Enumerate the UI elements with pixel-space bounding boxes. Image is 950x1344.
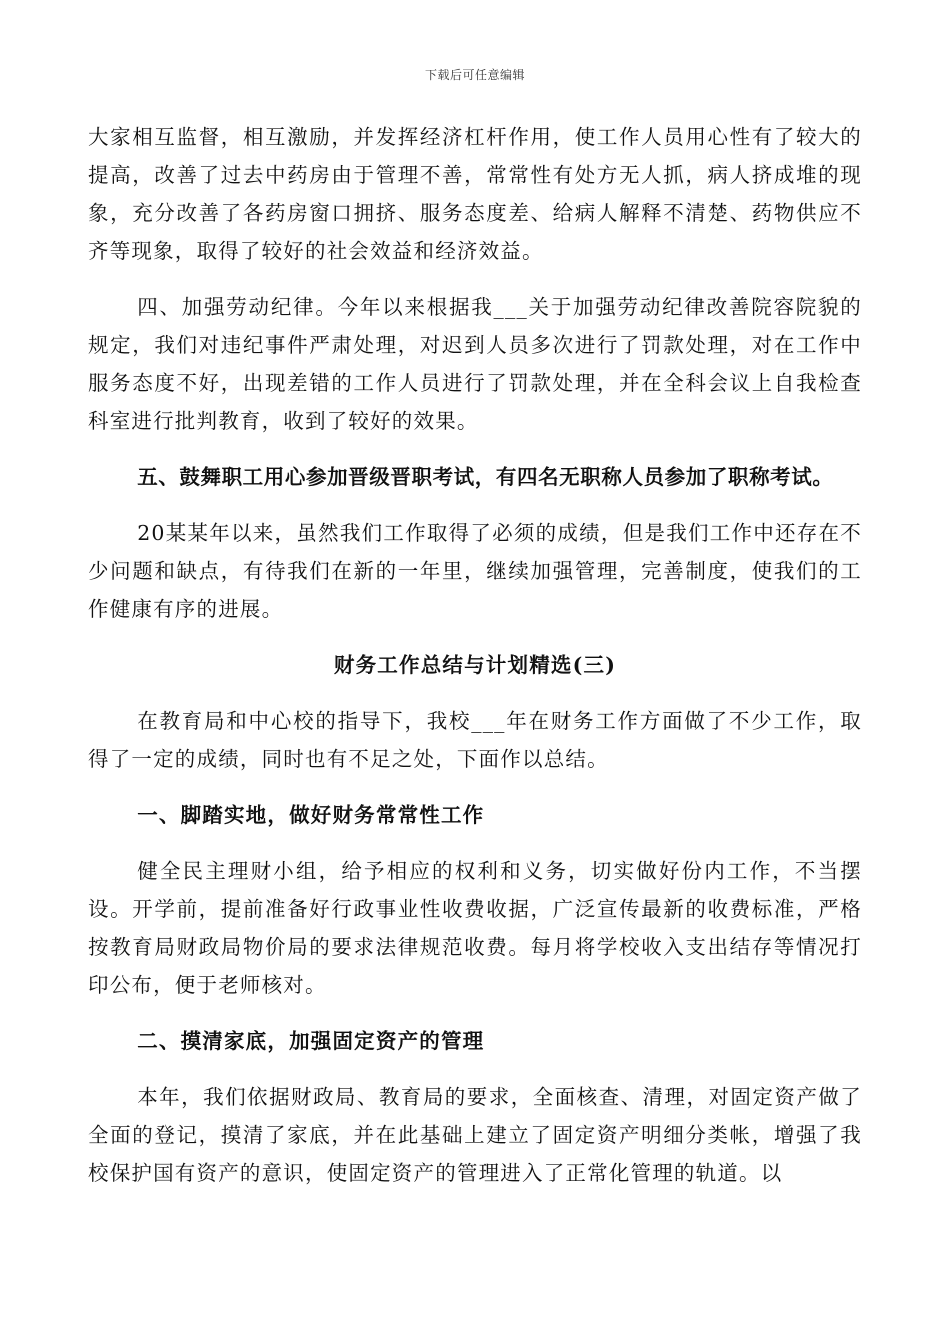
paragraph-fixed-assets: 本年，我们依据财政局、教育局的要求，全面核查、清理，对固定资产做了全面的登记，摸清了家底，并在此基础上建立了固定资产明细分类帐，增强了我校保护国有资产的意识，使固定资产的管理进入了正常化管理的轨道。以 <box>88 1085 862 1185</box>
page-header: 下载后可任意编辑 <box>424 68 525 82</box>
paragraph-continuation: 大家相互监督，相互激励，并发挥经济杠杆作用，使工作人员用心性有了较大的提高，改善了过去中药房由于管理不善，常常性有处方无人抓，病人挤成堆的现象，充分改善了各药房窗口拥挤、服务态度差、给病人解释不清楚、药物供应不齐等现象，取得了较好的社会效益和经济效益。 <box>88 125 862 263</box>
subheading-fixed-assets: 二、摸清家底，加强固定资产的管理 <box>137 1029 485 1053</box>
document-body <box>88 118 862 1192</box>
paragraph-exam-encouragement: 五、鼓舞职工用心参加晋级晋职考试，有四名无职称人员参加了职称考试。 <box>137 465 834 489</box>
section-title: 财务工作总结与计划精选(三) <box>333 653 617 677</box>
paragraph-labor-discipline: 四、加强劳动纪律。今年以来根据我___关于加强劳动纪律改善院容院貌的规定，我们对违纪事件严肃处理，对迟到人员多次进行了罚款处理，对在工作中服务态度不好，出现差错的工作人员进行了罚款处理，并在全科会议上自我检查科室进行批判教育，收到了较好的效果。 <box>88 295 862 433</box>
paragraph-routine-work: 健全民主理财小组，给予相应的权利和义务，切实做好份内工作，不当摆设。开学前，提前准备好行政事业性收费收据，广泛宣传最新的收费标准，严格按教育局财政局物价局的要求法律规范收费。每月将学校收入支出结存等情况打印公布，便于老师核对。 <box>88 859 862 997</box>
paragraph-intro: 在教育局和中心校的指导下，我校___年在财务工作方面做了不少工作，取得了一定的成绩，同时也有不足之处，下面作以总结。 <box>88 709 862 771</box>
subheading-routine-work: 一、脚踏实地，做好财务常常性工作 <box>137 803 485 827</box>
paragraph-year-summary: 20某某年以来，虽然我们工作取得了必须的成绩，但是我们工作中还存在不少问题和缺点，有待我们在新的一年里，继续加强管理，完善制度，使我们的工作健康有序的进展。 <box>88 521 862 621</box>
